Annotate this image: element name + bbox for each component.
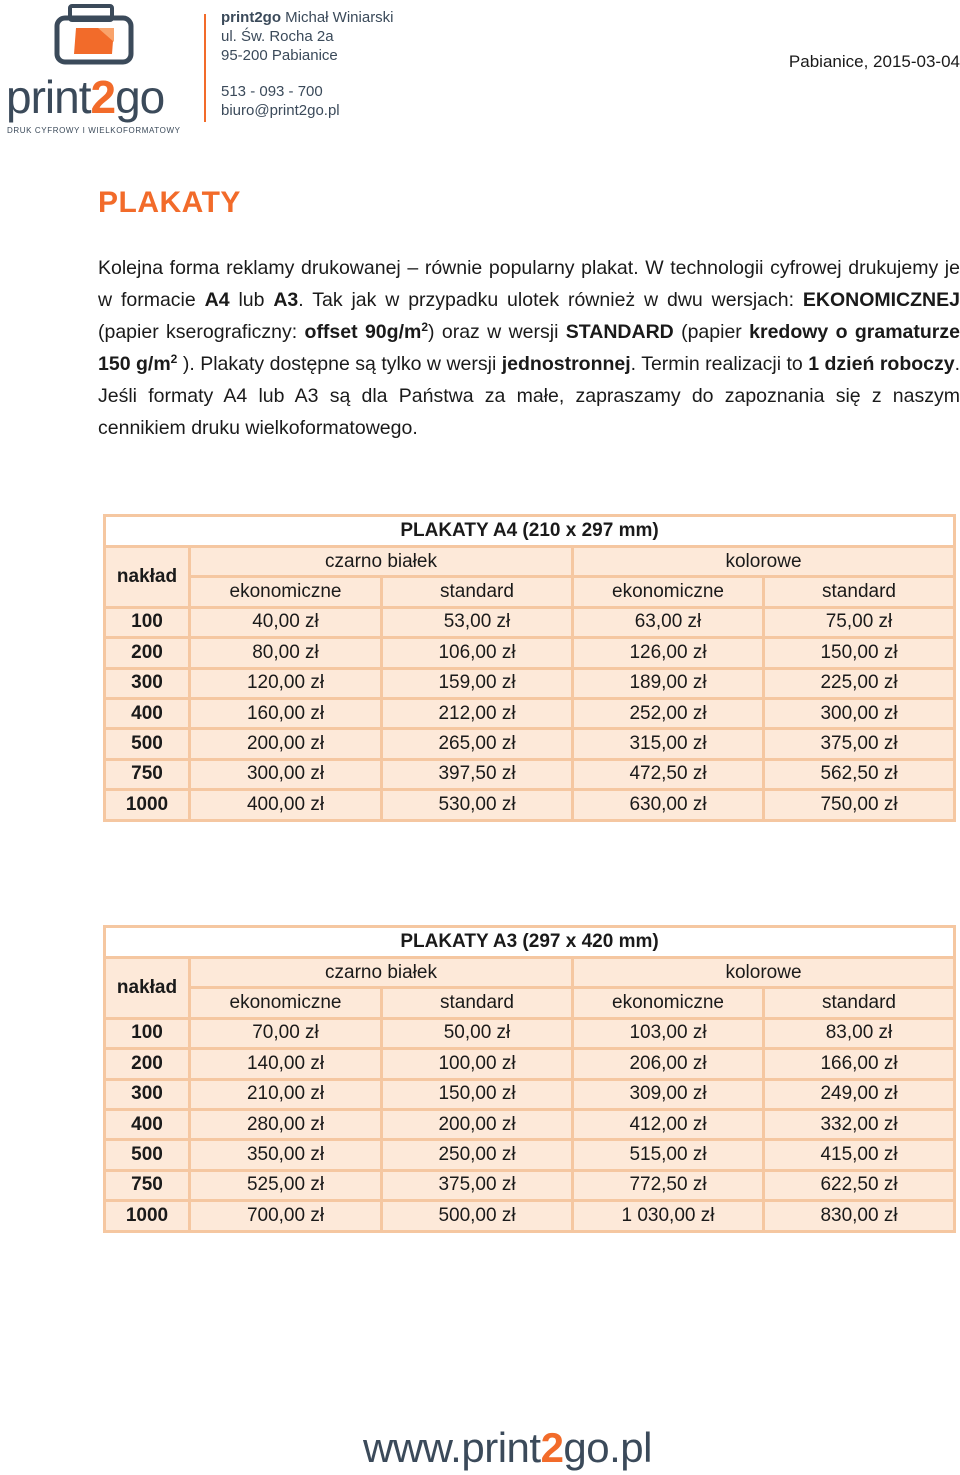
column-header-bw-eco: ekonomiczne — [190, 577, 382, 607]
contact-block — [221, 8, 394, 120]
price-cell-bw-std: 106,00 zł — [382, 638, 573, 668]
table-row — [105, 607, 955, 637]
price-cell-color-eco: 515,00 zł — [573, 1140, 764, 1170]
price-cell-color-eco: 252,00 zł — [573, 698, 764, 728]
price-cell-bw-eco: 280,00 zł — [190, 1109, 382, 1139]
price-cell-color-eco: 189,00 zł — [573, 668, 764, 698]
price-cell-bw-std: 150,00 zł — [382, 1079, 573, 1109]
price-cell-color-eco: 126,00 zł — [573, 638, 764, 668]
table-row — [105, 1079, 955, 1109]
contact-email: biuro@print2go.pl — [221, 102, 340, 119]
qty-cell: 500 — [105, 1140, 190, 1170]
qty-cell: 750 — [105, 759, 190, 789]
price-cell-color-std: 225,00 zł — [764, 668, 955, 698]
column-header-color-std: standard — [764, 988, 955, 1018]
price-cell-bw-eco: 350,00 zł — [190, 1140, 382, 1170]
qty-cell: 1000 — [105, 790, 190, 820]
price-cell-bw-eco: 700,00 zł — [190, 1201, 382, 1231]
price-cell-color-std: 622,50 zł — [764, 1170, 955, 1200]
price-cell-bw-eco: 160,00 zł — [190, 698, 382, 728]
place-date: Pabianice, 2015-03-04 — [788, 52, 960, 71]
price-cell-color-eco: 630,00 zł — [573, 790, 764, 820]
price-cell-bw-std: 530,00 zł — [382, 790, 573, 820]
contact-company: print2go — [221, 9, 281, 26]
qty-cell: 200 — [105, 638, 190, 668]
column-header-color-eco: ekonomiczne — [573, 577, 764, 607]
price-cell-color-std: 830,00 zł — [764, 1201, 955, 1231]
price-cell-bw-std: 100,00 zł — [382, 1049, 573, 1079]
price-cell-color-std: 249,00 zł — [764, 1079, 955, 1109]
column-header-qty: nakład — [105, 547, 190, 608]
table-row — [105, 1201, 955, 1231]
logo-wordmark: print2go — [6, 71, 165, 123]
price-cell-bw-std: 50,00 zł — [382, 1018, 573, 1048]
price-cell-bw-std: 265,00 zł — [382, 729, 573, 759]
contact-city: 95-200 Pabianice — [221, 47, 338, 64]
header-divider — [204, 14, 206, 122]
table-row — [105, 698, 955, 728]
price-cell-color-std: 332,00 zł — [764, 1109, 955, 1139]
price-cell-bw-eco: 120,00 zł — [190, 668, 382, 698]
price-cell-color-eco: 309,00 zł — [573, 1079, 764, 1109]
price-cell-color-std: 562,50 zł — [764, 759, 955, 789]
qty-cell: 500 — [105, 729, 190, 759]
group-header-bw: czarno białek — [190, 547, 573, 577]
price-cell-color-std: 415,00 zł — [764, 1140, 955, 1170]
qty-cell: 200 — [105, 1049, 190, 1079]
qty-cell: 1000 — [105, 1201, 190, 1231]
price-cell-color-eco: 103,00 zł — [573, 1018, 764, 1048]
price-cell-bw-eco: 400,00 zł — [190, 790, 382, 820]
price-cell-bw-std: 375,00 zł — [382, 1170, 573, 1200]
qty-cell: 400 — [105, 1109, 190, 1139]
table-title: PLAKATY A4 (210 x 297 mm) — [105, 516, 955, 547]
table-row — [105, 1170, 955, 1200]
qty-cell: 100 — [105, 607, 190, 637]
price-cell-color-eco: 412,00 zł — [573, 1109, 764, 1139]
group-header-color: kolorowe — [573, 547, 955, 577]
price-cell-color-std: 83,00 zł — [764, 1018, 955, 1048]
company-logo — [6, 4, 186, 135]
logo-tagline: DRUK CYFROWY I WIELKOFORMATOWY — [7, 126, 181, 135]
group-header-bw: czarno białek — [190, 958, 573, 988]
contact-owner: Michał Winiarski — [285, 9, 394, 26]
price-cell-color-eco: 1 030,00 zł — [573, 1201, 764, 1231]
price-cell-bw-eco: 210,00 zł — [190, 1079, 382, 1109]
contact-name-line — [221, 8, 394, 27]
column-header-bw-std: standard — [382, 577, 573, 607]
price-cell-bw-std: 250,00 zł — [382, 1140, 573, 1170]
price-cell-color-std: 150,00 zł — [764, 638, 955, 668]
page-title: PLAKATY — [98, 186, 241, 219]
price-cell-bw-eco: 80,00 zł — [190, 638, 382, 668]
price-table-a3 — [103, 925, 956, 1233]
table-row — [105, 1018, 955, 1048]
price-cell-color-eco: 772,50 zł — [573, 1170, 764, 1200]
qty-cell: 750 — [105, 1170, 190, 1200]
price-cell-color-eco: 63,00 zł — [573, 607, 764, 637]
price-cell-bw-eco: 70,00 zł — [190, 1018, 382, 1048]
price-cell-bw-std: 212,00 zł — [382, 698, 573, 728]
column-header-bw-eco: ekonomiczne — [190, 988, 382, 1018]
price-cell-color-eco: 472,50 zł — [573, 759, 764, 789]
table-row — [105, 759, 955, 789]
column-header-qty: nakład — [105, 958, 190, 1019]
qty-cell: 100 — [105, 1018, 190, 1048]
footer-website-url[interactable]: www.print2go.pl — [363, 1424, 652, 1471]
price-cell-bw-std: 159,00 zł — [382, 668, 573, 698]
table-title: PLAKATY A3 (297 x 420 mm) — [105, 927, 955, 958]
price-cell-color-std: 375,00 zł — [764, 729, 955, 759]
column-header-bw-std: standard — [382, 988, 573, 1018]
price-cell-color-std: 166,00 zł — [764, 1049, 955, 1079]
table-row — [105, 1140, 955, 1170]
price-cell-bw-eco: 525,00 zł — [190, 1170, 382, 1200]
price-cell-color-eco: 315,00 zł — [573, 729, 764, 759]
qty-cell: 300 — [105, 1079, 190, 1109]
price-cell-color-eco: 206,00 zł — [573, 1049, 764, 1079]
qty-cell: 400 — [105, 698, 190, 728]
price-cell-bw-eco: 140,00 zł — [190, 1049, 382, 1079]
table-row — [105, 1049, 955, 1079]
price-cell-bw-std: 53,00 zł — [382, 607, 573, 637]
price-table-a4 — [103, 514, 956, 822]
table-row — [105, 790, 955, 820]
price-cell-color-std: 750,00 zł — [764, 790, 955, 820]
column-header-color-eco: ekonomiczne — [573, 988, 764, 1018]
price-cell-bw-eco: 200,00 zł — [190, 729, 382, 759]
column-header-color-std: standard — [764, 577, 955, 607]
price-cell-bw-eco: 40,00 zł — [190, 607, 382, 637]
table-row — [105, 638, 955, 668]
price-cell-bw-eco: 300,00 zł — [190, 759, 382, 789]
group-header-color: kolorowe — [573, 958, 955, 988]
price-cell-color-std: 300,00 zł — [764, 698, 955, 728]
printer-icon — [54, 4, 140, 70]
qty-cell: 300 — [105, 668, 190, 698]
contact-street: ul. Św. Rocha 2a — [221, 28, 334, 45]
intro-paragraph: Kolejna forma reklamy drukowanej – równie popularny plakat. W technologii cyfrowej drukujemy je w formacie A4 lub A3. Tak jak w przypadku ulotek również w dwu wersjach: EKONOMICZNEJ (papier kserograficzny: offset $90g/m^2$) oraz w wersji STANDARD (papier kredowy o gramaturze 150 $g/m^2$ ). Plakaty dostępne są tylko w wersji jednostronnej. Termin realizacji to 1 dzień roboczy. Jeśli formaty A4 lub A3 są dla Państwa za małe, zapraszamy do zapoznania się z naszym cennikiem druku wielkoformatowego. — [98, 257, 960, 439]
table-row — [105, 1109, 955, 1139]
table-row — [105, 668, 955, 698]
price-cell-bw-std: 500,00 zł — [382, 1201, 573, 1231]
price-cell-bw-std: 200,00 zł — [382, 1109, 573, 1139]
price-cell-bw-std: 397,50 zł — [382, 759, 573, 789]
contact-phone: 513 - 093 - 700 — [221, 83, 323, 100]
table-row — [105, 729, 955, 759]
price-cell-color-std: 75,00 zł — [764, 607, 955, 637]
